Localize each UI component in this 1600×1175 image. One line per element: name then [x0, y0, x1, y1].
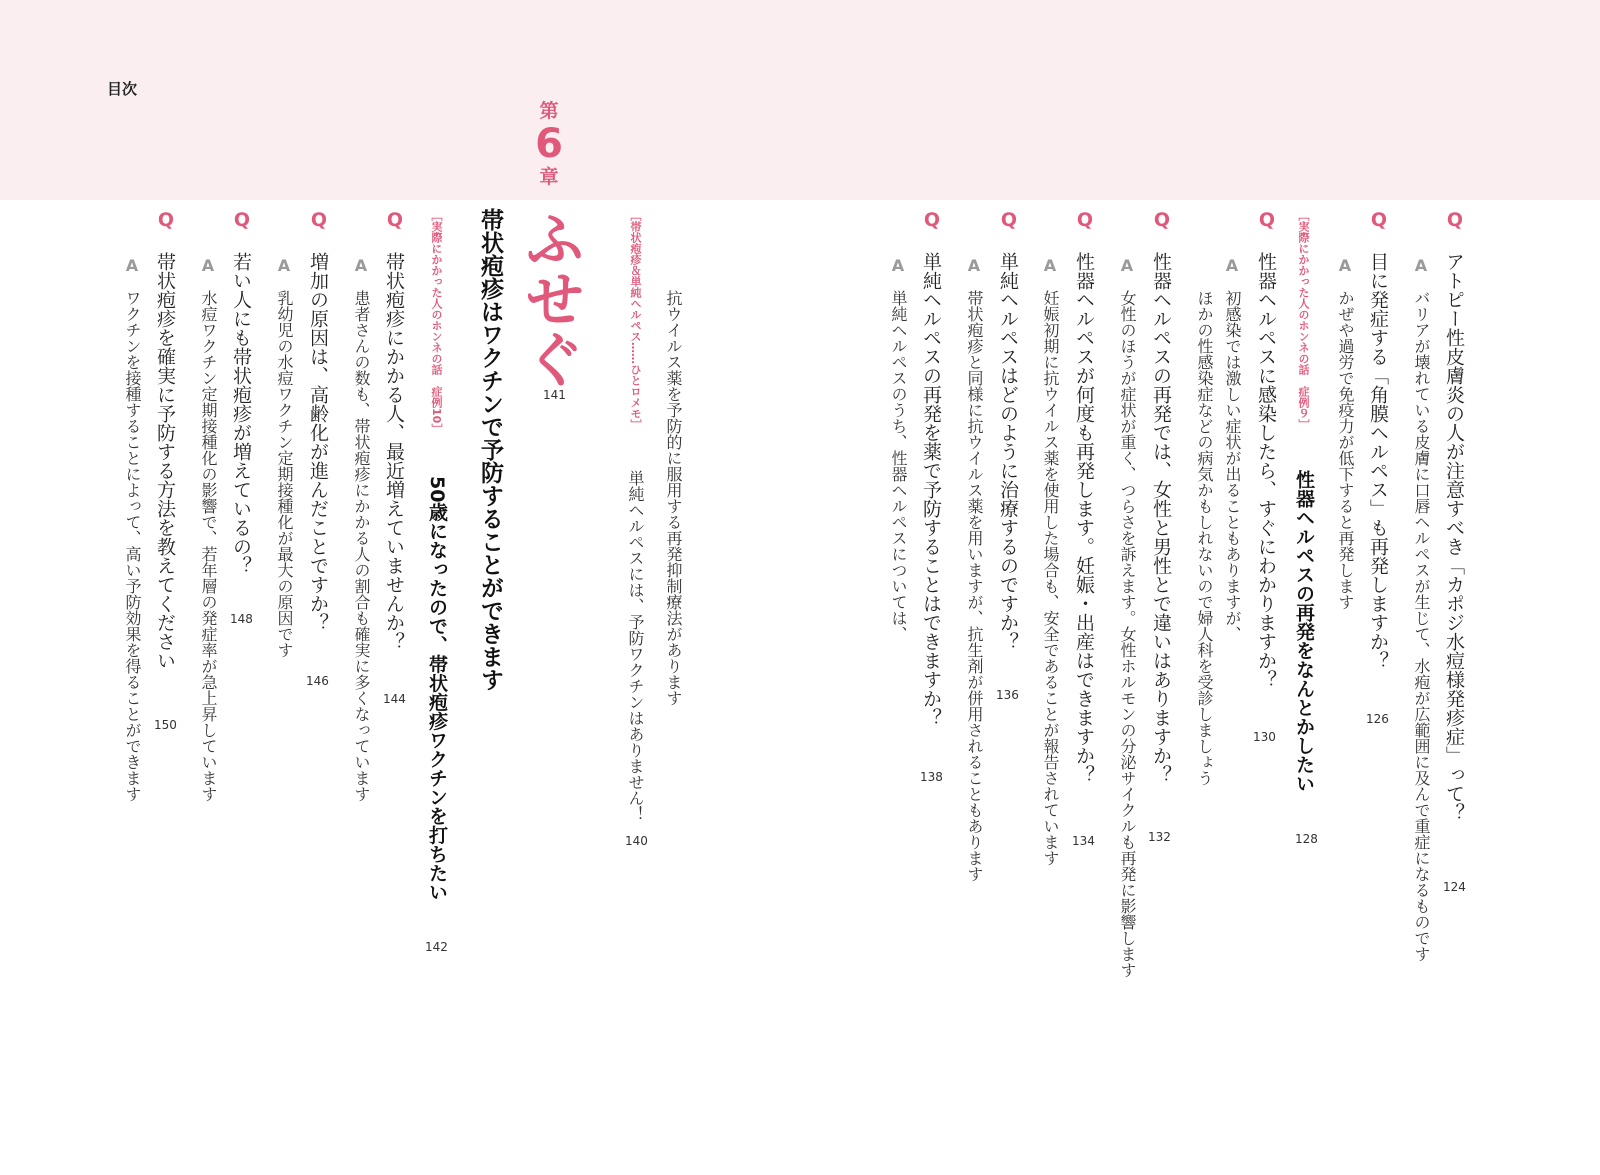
question-text: 目に発症する「角膜ヘルペス」も再発しますか？: [1367, 252, 1389, 670]
answer-text: ワクチンを接種することによって、高い予防効果を得ることができます: [123, 290, 142, 802]
page-number: 140: [625, 834, 648, 848]
chapter-number: 6: [535, 121, 563, 167]
page-number: 136: [996, 688, 1019, 702]
answer-mark: A: [125, 256, 139, 275]
question-mark: Q: [923, 209, 941, 231]
chapter-subtitle: 帯状疱疹はワクチンで予防することができます: [477, 208, 503, 691]
answer-mark: A: [1414, 256, 1428, 275]
question-text: 増加の原因は、高齢化が進んだことですか？: [307, 252, 329, 632]
question-text: 性器ヘルペスが何度も再発します。妊娠・出産はできますか？: [1073, 252, 1095, 784]
answer-text: 単純ヘルペスのうち、性器ヘルペスについては、: [889, 290, 908, 642]
header-band: [0, 0, 1600, 200]
answer-mark: A: [277, 256, 291, 275]
answer-text-continued: ほかの性感染症などの病気かもしれないので婦人科を受診しましょう: [1195, 290, 1214, 786]
answer-text-continued: 抗ウイルス薬を予防的に服用する再発抑制療法があります: [664, 290, 683, 706]
answer-text: バリアが壊れている皮膚に口唇ヘルペスが生じて、水疱が広範囲に及んで重症になるものです: [1412, 290, 1431, 962]
memo-label: ［帯状疱疹＆単純ヘルペス……ひとロメモ］: [629, 210, 642, 430]
answer-text: 水痘ワクチン定期接種化の影響で、若年層の発症率が急上昇しています: [199, 290, 218, 802]
case-title: 50歳になったので、帯状疱疹ワクチンを打ちたい: [426, 476, 448, 902]
page-number: 126: [1366, 712, 1389, 726]
question-mark: Q: [1000, 209, 1018, 231]
answer-text: 初感染では激しい症状が出ることもありますが、: [1223, 290, 1242, 642]
page-number: 148: [230, 612, 253, 626]
question-mark: Q: [1370, 209, 1388, 231]
page-number: 138: [920, 770, 943, 784]
chapter-suffix: 章: [539, 166, 559, 188]
answer-mark: A: [891, 256, 905, 275]
page-number: 134: [1072, 834, 1095, 848]
answer-text: 患者さんの数も、帯状疱疹にかかる人の割合も確実に多くなっています: [352, 290, 371, 802]
answer-mark: A: [354, 256, 368, 275]
case-title: 性器ヘルペスの再発をなんとかしたい: [1293, 470, 1315, 793]
question-text: 帯状疱疹にかかる人、最近増えていませんか？: [383, 252, 405, 651]
memo-text: 単純ヘルペスには、予防ワクチンはありません！: [626, 470, 645, 822]
question-text: 単純ヘルペスはどのように治療するのですか？: [997, 252, 1019, 651]
page-number: 130: [1253, 730, 1276, 744]
answer-mark: A: [967, 256, 981, 275]
answer-mark: A: [1225, 256, 1239, 275]
question-text: 性器ヘルペスに感染したら、すぐにわかりますか？: [1255, 252, 1277, 689]
page-number: 132: [1148, 830, 1171, 844]
page-number: 142: [425, 940, 448, 954]
page-number: 146: [306, 674, 329, 688]
question-text: 性器ヘルペスの再発では、女性と男性とで違いはありますか？: [1150, 252, 1172, 784]
question-mark: Q: [1446, 209, 1464, 231]
page-number: 150: [154, 718, 177, 732]
answer-text: 帯状疱疹と同様に抗ウイルス薬を用いますが、抗生剤が併用されることもあります: [965, 290, 984, 882]
toc-label: 目次: [107, 80, 138, 98]
chapter-number-mark: [528, 100, 570, 188]
page-number: 124: [1443, 880, 1466, 894]
question-text: 帯状疱疹を確実に予防する方法を教えてください: [154, 252, 176, 670]
answer-text: 乳幼児の水痘ワクチン定期接種化が最大の原因です: [275, 290, 294, 658]
page-number: 144: [383, 692, 406, 706]
question-mark: Q: [157, 209, 175, 231]
question-text: 若い人にも帯状疱疹が増えているの？: [230, 252, 252, 575]
question-mark: Q: [233, 209, 251, 231]
chapter-page-number: 141: [543, 388, 566, 402]
answer-text: かぜや過労で免疫力が低下すると再発します: [1336, 290, 1355, 610]
case-label: ［実際にかかった人のホンネの話 症例９］: [1297, 210, 1310, 430]
question-text: 単純ヘルペスの再発を薬で予防することはできますか？: [920, 252, 942, 727]
answer-text: 妊娠初期に抗ウイルス薬を使用した場合も、安全であることが報告されています: [1041, 290, 1060, 866]
question-mark: Q: [386, 209, 404, 231]
question-mark: Q: [1076, 209, 1094, 231]
answer-text: 女性のほうが症状が重く、つらさを訴えます。女性ホルモンの分泌サイクルも再発に影響します: [1118, 290, 1137, 978]
case-label: ［実際にかかった人のホンネの話 症例10］: [430, 210, 443, 435]
answer-mark: A: [1043, 256, 1057, 275]
question-mark: Q: [1153, 209, 1171, 231]
chapter-title: ふせぐ: [515, 208, 585, 388]
answer-mark: A: [201, 256, 215, 275]
question-text: アトピー性皮膚炎の人が注意すべき「カポジ水痘様発疹症」って？: [1443, 252, 1465, 822]
answer-mark: A: [1120, 256, 1134, 275]
page-number: 128: [1295, 832, 1318, 846]
question-mark: Q: [1258, 209, 1276, 231]
chapter-prefix: 第: [539, 100, 559, 122]
question-mark: Q: [310, 209, 328, 231]
answer-mark: A: [1338, 256, 1352, 275]
